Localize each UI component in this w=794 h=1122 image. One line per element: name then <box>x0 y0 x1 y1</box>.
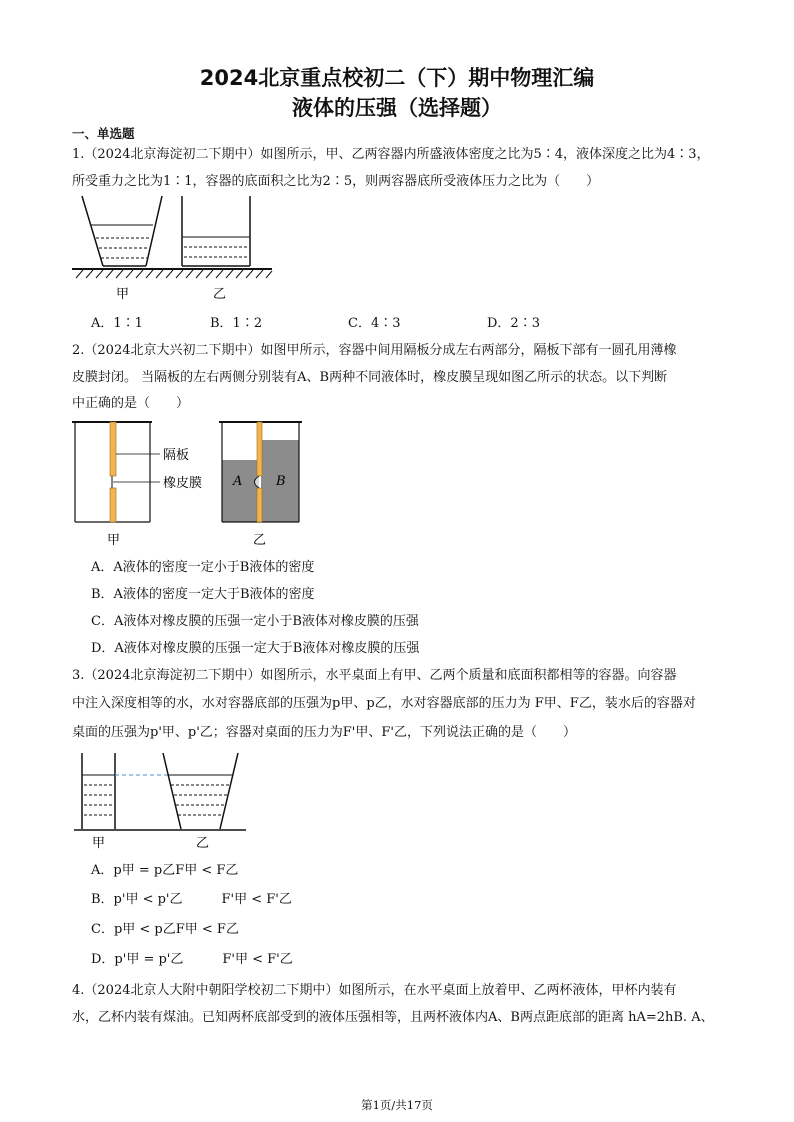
q3-container-yi <box>163 753 238 829</box>
q2-text-line1: 2.（2024北京大兴初二下期中）如图甲所示，容器中间用隔板分成左右两部分，隔板下部有一圆孔用薄橡 <box>72 343 677 358</box>
q1-option-b: B．1∶2 <box>210 316 263 331</box>
q2-callout-membrane: 橡皮膜 <box>163 476 203 491</box>
q4-text-line2: 水，乙杯内装有煤油。已知两杯底部受到的液体压强相等，且两杯液体内A、B两点距底部的距离 hA=2hB. A、 <box>72 1010 714 1025</box>
q2-text-line2: 皮膜封闭。 当隔板的左右两侧分别装有A、B两种不同液体时，橡皮膜呈现如图乙所示的状态。以下判断 <box>72 370 668 385</box>
q3-option-a: A．p甲 = p乙F甲 < F乙 <box>91 863 239 878</box>
q3-label-yi: 乙 <box>196 836 210 851</box>
q2-label-jia: 甲 <box>107 533 121 548</box>
q1-table-surface <box>72 269 272 278</box>
q1-text-line2: 所受重力之比为1∶1，容器的底面积之比为2∶5，则两容器底所受液体压力之比为（ ） <box>72 174 600 189</box>
q3-option-c: C．p甲 < p乙F甲 < F乙 <box>91 922 239 937</box>
q4-text-line1: 4.（2024北京人大附中朝阳学校初二下期中）如图所示，在水平桌面上放着甲、乙两杯液体，甲杯内装有 <box>72 983 677 998</box>
q3-option-d: D．p'甲 = p'乙 F'甲 < F'乙 <box>91 952 293 967</box>
q1-label-jia: 甲 <box>116 287 130 302</box>
q2-container-yi <box>219 422 302 522</box>
q2-option-b: B．A液体的密度一定大于B液体的密度 <box>91 587 315 602</box>
q1-option-d: D．2∶3 <box>487 316 540 331</box>
q1-text-line1: 1.（2024北京海淀初二下期中）如图所示，甲、乙两容器内所盛液体密度之比为5∶4，液体深度之比为4∶3， <box>72 147 710 162</box>
q3-text-line3: 桌面的压强为p'甲、p'乙；容器对桌面的压力为F'甲、F'乙，下列说法正确的是（ ） <box>72 725 576 740</box>
page-footer: 第1页/共17页 <box>361 1098 433 1112</box>
q2-option-d: D．A液体对橡皮膜的压强一定大于B液体对橡皮膜的压强 <box>91 641 420 656</box>
q2-container-jia <box>72 422 160 522</box>
q2-liquid-b: B <box>276 474 286 489</box>
q2-figure <box>70 418 310 550</box>
q3-option-b: B．p'甲 < p'乙 F'甲 < F'乙 <box>91 892 292 907</box>
q1-label-yi: 乙 <box>213 287 227 302</box>
q3-label-jia: 甲 <box>92 836 106 851</box>
q2-option-c: C．A液体对橡皮膜的压强一定小于B液体对橡皮膜的压强 <box>91 614 419 629</box>
q2-label-yi: 乙 <box>253 533 267 548</box>
q2-option-a: A．A液体的密度一定小于B液体的密度 <box>91 560 315 575</box>
document-title: 2024北京重点校初二（下）期中物理汇编 <box>199 66 595 90</box>
q1-container-jia <box>82 196 162 266</box>
q1-option-c: C．4∶3 <box>348 316 401 331</box>
q1-option-a: A．1∶1 <box>91 316 143 331</box>
q3-figure <box>70 747 250 853</box>
q2-liquid-a: A <box>233 474 243 489</box>
q2-text-line3: 中正确的是（ ） <box>72 396 190 411</box>
q1-container-yi <box>182 196 250 266</box>
q3-text-line1: 3.（2024北京海淀初二下期中）如图所示，水平桌面上有甲、乙两个质量和底面积都相等的容器。向容器 <box>72 668 677 683</box>
q1-figure <box>68 192 278 304</box>
q2-callout-partition: 隔板 <box>163 448 190 463</box>
section-heading: 一、单选题 <box>72 126 135 141</box>
document-subtitle: 液体的压强（选择题） <box>292 96 502 120</box>
q3-container-jia <box>82 753 115 829</box>
q3-text-line2: 中注入深度相等的水，水对容器底部的压强为p甲、p乙，水对容器底部的压力为 F甲、F乙，装水后的容器对 <box>72 696 696 711</box>
